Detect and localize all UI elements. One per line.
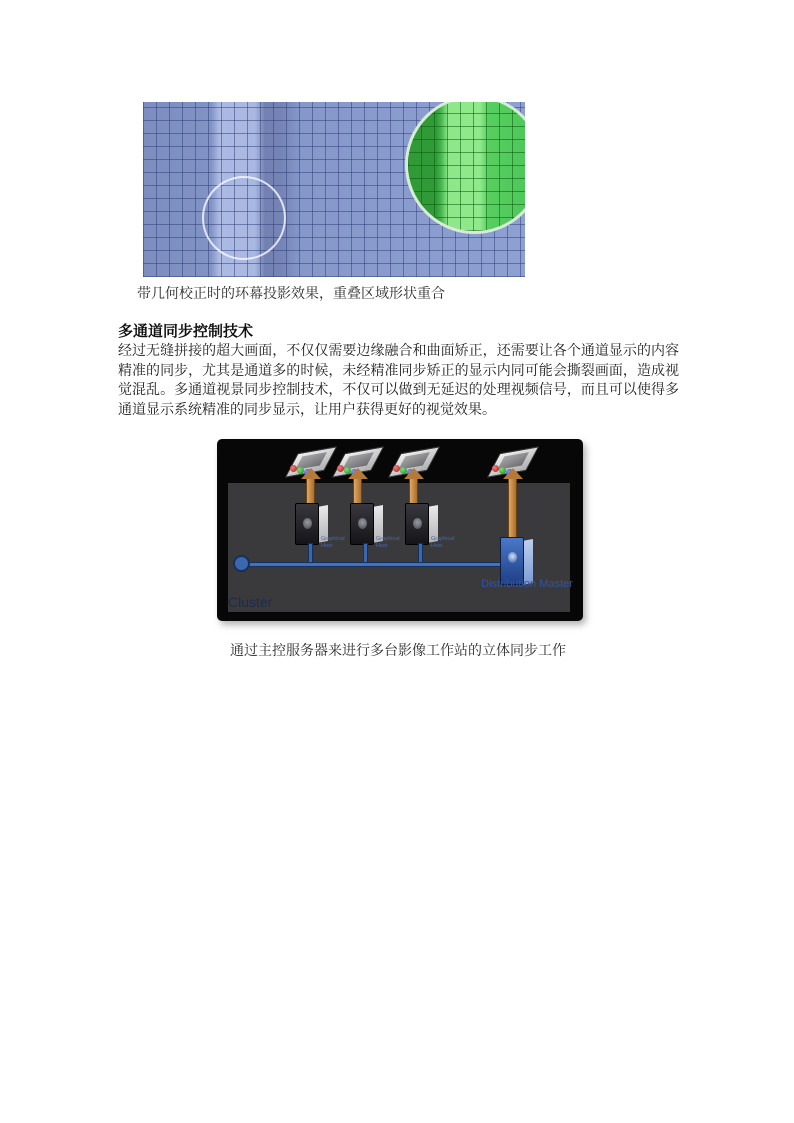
section-heading: 多通道同步控制技术 (118, 323, 254, 340)
host-label: Graphical Host (431, 536, 455, 549)
red-dot-icon (393, 465, 400, 472)
up-arrow-icon (508, 478, 517, 537)
photo-caption: 带几何校正时的环幕投影效果，重叠区域形状重合 (137, 287, 445, 302)
up-arrow-icon (353, 478, 362, 504)
shield-emblem-icon (413, 518, 422, 529)
section-paragraph: 经过无缝拼接的超大画面，不仅仅需要边缘融合和曲面矫正，还需要让各个通道显示的内容精准的同步，尤其是通道多的时候，未经精准同步矫正的显示内同可能会撕裂画面，造成视觉混乱。多通道视景同步控制技术，不仅可以做到无延迟的处理视频信号，而且可以使得多通道显示系统精准的同步显示，让用户获得更好的视觉效果。 (118, 344, 679, 418)
red-dot-icon (492, 465, 499, 472)
red-dot-icon (290, 465, 297, 472)
diagram-caption: 通过主控服务器来进行多台影像工作站的立体同步工作 (230, 644, 566, 659)
up-arrow-icon (306, 478, 315, 504)
network-bus-line (241, 562, 505, 567)
shield-emblem-icon (303, 518, 312, 529)
projection-grid-photo (143, 102, 525, 277)
shield-emblem-icon (508, 552, 517, 563)
host-label: Graphical Host (321, 536, 345, 549)
up-arrow-icon (409, 478, 418, 504)
bus-start-node-icon (233, 555, 250, 572)
distribution-master-label: Distribution Master (481, 578, 573, 590)
cluster-label: Cluster (228, 594, 273, 610)
host-label: Graphical Host (376, 536, 400, 549)
cluster-sync-diagram (217, 439, 583, 621)
overlap-region-circle (202, 176, 286, 260)
red-dot-icon (337, 465, 344, 472)
shield-emblem-icon (358, 518, 367, 529)
magnifier-green-circle (405, 102, 525, 234)
